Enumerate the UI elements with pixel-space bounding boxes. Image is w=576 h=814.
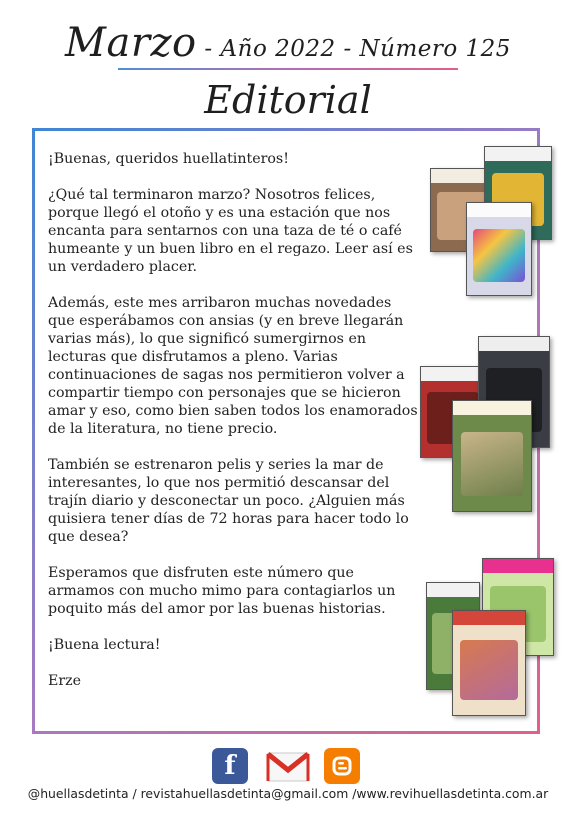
issue-header [0,20,576,66]
issue-title [0,20,576,66]
paragraph: Esperamos que disfruten este número que armamos con mucho mimo para contagiarlos un poquito más del amor por las buenas historias. [48,565,396,617]
facebook-icon[interactable]: f [212,748,248,784]
magazine-cover [466,202,532,296]
paragraph: También se estrenaron pelis y series la mar de interesantes, lo que nos permitió descansar del trajín diario y desconectar un poco. ¿Alguien más quisiera tener días de 72 horas para hacer todo lo que desea? [48,457,409,545]
signature: Erze [48,673,82,689]
editorial-text [48,150,418,708]
header-divider [118,68,458,70]
contact-line: @huellasdetinta / revistahuellasdetinta@gmail.com /www.revihuellasdetinta.com.ar [27,786,549,801]
magazine-cover [452,610,526,716]
blogger-icon[interactable] [324,748,360,784]
social-icons [0,748,576,786]
paragraph: Además, este mes arribaron muchas novedades que esperábamos con ansias (y en breve llegarán varias más), lo que significó sumergirnos en lecturas que disfrutamos a pleno. Varias continuaciones de sagas nos permitieron volver a compartir tiempo con personajes que se hicieron amar y eso, como bien saben todos los enamorados de la literatura, no tiene precio. [48,295,418,437]
issue-year-number: - Año 2022 - Número 125 [196,36,511,62]
issue-month: Marzo [65,20,197,66]
paragraph-closing: ¡Buena lectura! [48,637,161,653]
section-title: Editorial [204,78,372,122]
magazine-cover [452,400,532,512]
paragraph-greeting: ¡Buenas, queridos huellatinteros! [48,151,289,167]
gmail-icon[interactable] [266,752,310,782]
paragraph: ¿Qué tal terminaron marzo? Nosotros felices, porque llegó el otoño y es una estación que nos encanta para sentarnos con una taza de té o café humeante y un buen libro en el regazo. Leer así es un verdadero placer. [48,187,413,275]
